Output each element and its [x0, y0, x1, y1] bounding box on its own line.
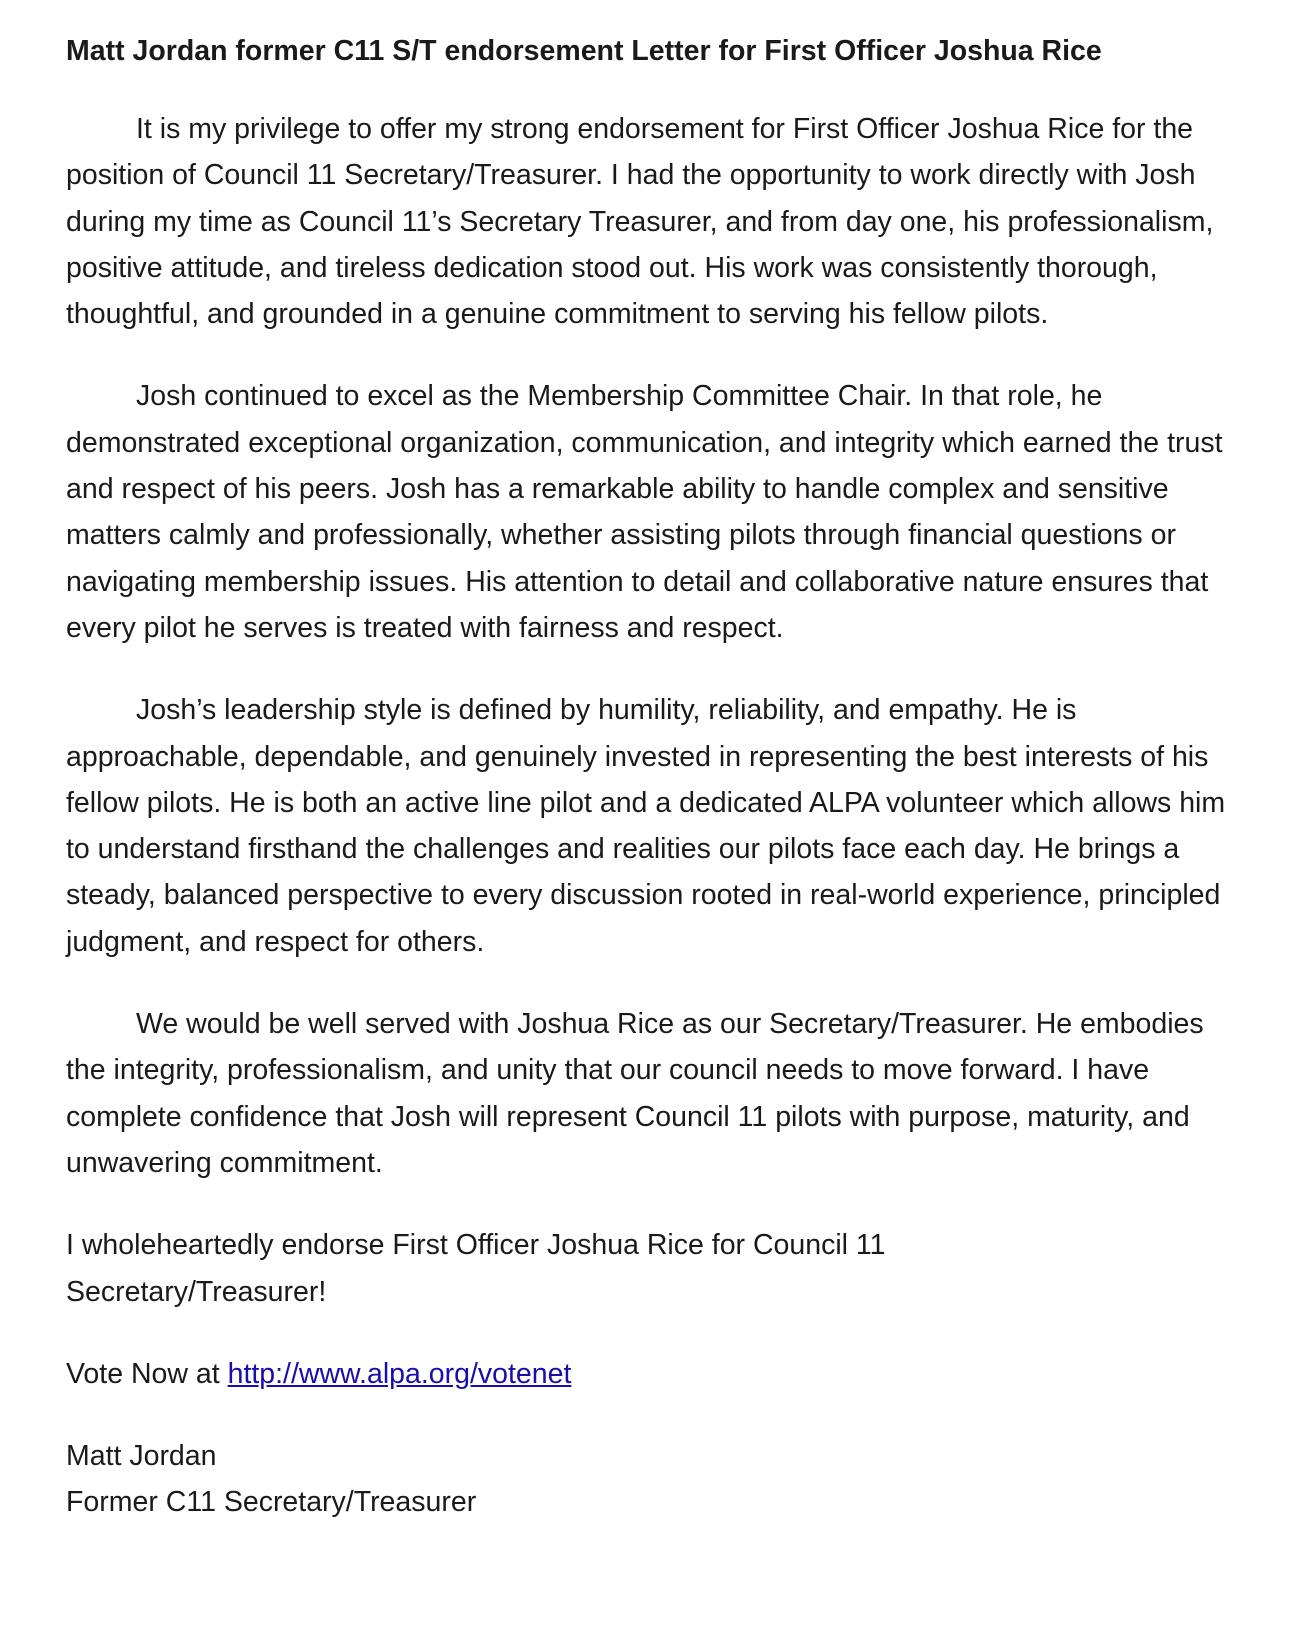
closing-statement: I wholeheartedly endorse First Officer Joshua Rice for Council 11 Secretary/Treasurer!: [66, 1229, 886, 1308]
paragraph-2: Josh continued to excel as the Membership Committee Chair. In that role, he demonstrated exceptional organization, communication, and integrity which earned the trust and respect of his peers. Josh has a remarkable ability to handle complex and sensitive matters calmly and professionally, whether assisting pilots through financial questions or navigating membership issues. His attention to detail and collaborative nature ensures that every pilot he serves is treated with fairness and respect.: [66, 380, 1223, 644]
vote-link[interactable]: http://www.alpa.org/votenet: [227, 1357, 572, 1390]
paragraph-1: It is my privilege to offer my strong endorsement for First Officer Joshua Rice for the position of Council 11 Secretary/Treasurer. I had the opportunity to work directly with Josh during my time as Council 11’s Secretary Treasurer, and from day one, his professionalism, positive attitude, and tireless dedication stood out. His work was consistently thorough, thoughtful, and grounded in a genuine commitment to serving his fellow pilots.: [66, 113, 1214, 331]
paragraph-3: Josh’s leadership style is defined by humility, reliability, and empathy. He is approachable, dependable, and genuinely invested in representing the best interests of his fellow pilots. He is both an active line pilot and a dedicated ALPA volunteer which allows him to understand firsthand the challenges and realities our pilots face each day. He brings a steady, balanced perspective to every discussion rooted in real-world experience, principled judgment, and respect for others.: [66, 694, 1226, 958]
signature-title: Former C11 Secretary/Treasurer: [66, 1486, 477, 1519]
vote-line: [66, 1351, 1246, 1397]
signature-name: Matt Jordan: [66, 1440, 217, 1473]
paragraph-4: We would be well served with Joshua Rice as our Secretary/Treasurer. He embodies the integrity, professionalism, and unity that our council needs to move forward. I have complete confidence that Josh will represent Council 11 pilots with purpose, maturity, and unwavering commitment.: [66, 1008, 1204, 1179]
letter-title: Matt Jordan former C11 S/T endorsement Letter for First Officer Joshua Rice: [66, 35, 1102, 67]
signature-block: [66, 1433, 1246, 1526]
letter-body: [66, 30, 1246, 1526]
vote-prefix: Vote Now at: [66, 1357, 228, 1390]
